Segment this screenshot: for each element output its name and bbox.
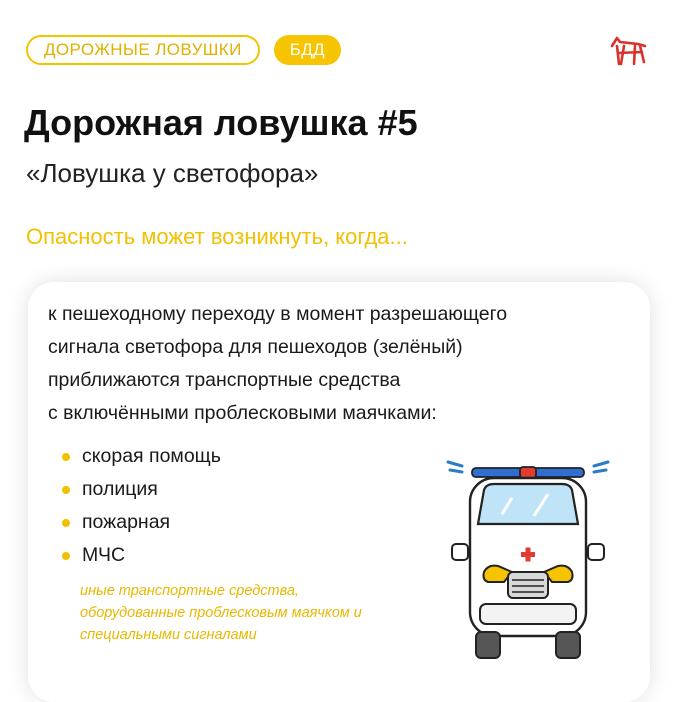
vehicle-type-label: скорая помощь — [82, 445, 221, 467]
vehicle-type-list — [60, 440, 221, 572]
bullet-icon — [62, 519, 70, 527]
horse-logo-icon — [608, 34, 650, 68]
list-item — [60, 473, 221, 506]
page-subtitle: «Ловушка у светофора» — [26, 158, 319, 188]
vehicle-type-label: пожарная — [82, 511, 171, 533]
page-title: Дорожная ловушка #5 — [24, 102, 418, 143]
tag-row — [26, 35, 341, 65]
card-line: приближаются транспортные средства — [48, 369, 401, 391]
vehicle-type-label: МЧС — [82, 544, 126, 566]
card-line: с включёнными проблесковыми маячками: — [48, 402, 437, 424]
list-item — [60, 539, 221, 572]
vehicle-type-label: полиция — [82, 478, 158, 500]
list-item — [60, 440, 221, 473]
bullet-icon — [62, 453, 70, 461]
list-item — [60, 506, 221, 539]
danger-lead: Опасность может возникнуть, когда... — [26, 224, 408, 249]
category-tag[interactable]: ДОРОЖНЫЕ ЛОВУШКИ — [26, 35, 260, 65]
card-line: сигнала светофора для пешеходов (зелёный) — [48, 336, 463, 358]
card-description — [48, 298, 648, 430]
card-line: к пешеходному переходу в момент разрешающего — [48, 303, 508, 325]
other-vehicles-note: иные транспортные средства, оборудованные проблесковым маячком и специальными сигналами — [80, 583, 362, 643]
bullet-icon — [62, 486, 70, 494]
topic-tag[interactable]: БДД — [274, 35, 341, 65]
info-card — [28, 282, 650, 702]
bullet-icon — [62, 552, 70, 560]
ambulance-illustration — [428, 454, 628, 664]
